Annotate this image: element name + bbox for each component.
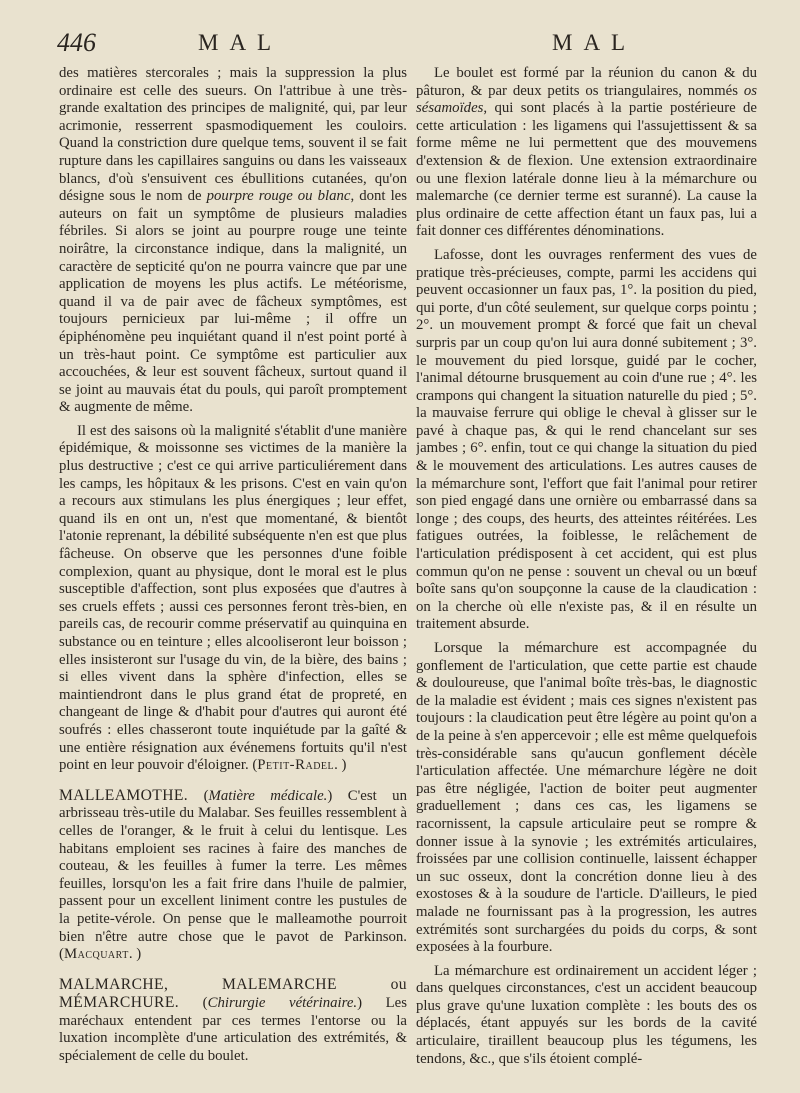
punct: ( <box>179 995 208 1012</box>
paragraph: Lorsque la mémarchure est accompagnée du gonflement de l'articulation, que cette partie est chaude & douloureuse, que l'animal boîte très-bas, le diagnostic de la maladie est évident ; mais ces signes n'existent pas toujours : la claudication peut être légère au point qu'on a de la peine à s'en appercevoir ; elle est même quelquefois très-considérable sans qu'aucun gonflement décèle l'articulation affectée. Une mémarchure légère ne doit pas être négligée, l'action de boiter peut augmenter graduellement ; dans ces cas, les ligamens se racornissent, la capsule articulaire peut se rompre & donner issue à la synovie ; les extrémités articulaires, froissées par une collision continuelle, laissent échapper un suc osseux, dont la concrétion donne lieu à des exostoses & à la soudure de l'article. D'ailleurs, le pied malade ne fournissant pas à la progression, les autres extrémités sont surchargées du poids du corps, & sont exposées à la fourbure. <box>416 640 757 956</box>
dictionary-entry-malmarche <box>59 976 407 1066</box>
text: , qui sont placés à la partie postérieure de cette articulation : les ligamens qui l'assujettissent & sa forme même ne lui permettent que des mouvemens d'extension & de flexion. Une extension extraordinaire ou une flexion latérale donne lieu à la mémarchure ou malemarche (ce dernier terme est suranné). La cause la plus ordinaire de cette affection étant un faux pas, lui a fait donner ces différentes dénominations. <box>416 100 757 240</box>
running-head-left: MAL <box>198 30 283 55</box>
italic-term: pourpre rouge ou blanc <box>206 188 351 205</box>
text: Il est des saisons où la malignité s'établit d'une manière épidémique, & moissonne ses victimes de la manière la plus destructive ; c'est ce qui arrive particuliérement dans les camps, les hôpitaux & les prisons. C'est en vain qu'on a recours aux stimulans les plus énergiques ; leur effet, quand ils en ont un, n'est que momentané, & bientôt l'atonie reprenant, la débilité subséquente n'en est que plus fâcheuse. On observe que les personnes d'une foible complexion, quant au physique, dont le moral est le plus susceptible d'affection, sont plus exposées que d'autres à ses cruels effets ; aussi ces personnes feront très-bien, en pareils cas, de recourir comme préservatif au quinquina en substance ou en teinture ; elles alcooliseront leur boisson ; elles insisteront sur l'usage du vin, de la bière, des bains ; si elles vivent dans la sphère d'infection, elles se maintiendront dans le plus grand état de propreté, en changeant de linge & d'habit pour d'autres qui auront été soufrés : elles chasseront toute inquiétude par la gaîté & une entière résignation aux événemens fortuits qu'il n'est point en leur pouvoir d'éloigner. <box>59 422 407 774</box>
italic-term: os sésamoïdes <box>416 82 757 117</box>
punct: . ) <box>128 946 142 963</box>
entry-subject: Chirurgie vétérinaire. <box>207 995 358 1012</box>
paragraph <box>59 65 407 417</box>
left-column <box>59 65 407 1087</box>
entry-headword: MALLEAMOTHE. <box>59 786 189 804</box>
punct: . ) <box>334 757 347 774</box>
punct: ( <box>188 787 209 804</box>
punct: ( <box>59 946 64 963</box>
dictionary-entry-malleamothe <box>59 787 407 964</box>
punct: ( <box>248 757 258 774</box>
entry-subject: Matière médicale. <box>208 787 328 804</box>
author-signature: Petit-Radel <box>257 757 335 774</box>
text: Les maréchaux entendent par ces termes l'entorse ou la luxation incomplète d'une articulation des extrémités, & spécialement de celle du boulet. <box>59 995 407 1065</box>
paragraph <box>59 423 407 775</box>
text: des matières stercorales ; mais la suppression la plus ordinaire est celle des sueurs. On l'attribue à une très-grande exaltation des principes de malignité, qui, par leur acrimonie, resserrent spasmodiquement les couloirs. Quand la constriction dure quelque tems, souvent il se fait rupture dans les capillaires sanguins ou dans les vaisseaux blancs, d'où s'ensuivent ces ébullitions cutanées, qu'on désigne sous le nom de <box>59 65 407 205</box>
punct: ) <box>327 787 348 804</box>
text: Le boulet est formé par la réunion du canon & du pâturon, & par deux petits os triangulaires, nommés <box>416 65 757 99</box>
author-signature: Macquart <box>63 946 129 963</box>
punct: ) <box>357 995 386 1012</box>
text: C'est un arbrisseau très-utile du Malabar. Ses feuilles ressemblent à celles de l'oranger, & le fruit à celui du lentisque. Les habitans emploient ses racines à faire des manches de couteau, & les feuilles à fumer la terre. Les mêmes feuilles, lorsqu'on les a fait frire dans l'huile de palmier, passent pour un excellent liniment contre les pustules de la petite-vérole. On pense que le malleamothe pourroit bien n'être autre chose que le pavot de Parkinson. <box>59 787 407 945</box>
running-header <box>0 24 800 64</box>
entry-headword: MALMARCHE, MALEMARCHE ou MÉMARCHURE. <box>59 975 407 1012</box>
right-column <box>416 65 757 1087</box>
paragraph: La mémarchure est ordinairement un accident léger ; dans quelques circonstances, c'est un accident beaucoup plus grave qu'une luxation complète : les bouts des os déplacés, étant appuyés sur les bords de la cavité articulaire, tiraillent beaucoup plus les tégumens, les tendons, &c., que s'ils étoient complé- <box>416 962 757 1067</box>
paragraph <box>416 65 757 241</box>
text: , dont les auteurs on fait un symptôme de plusieurs maladies fébriles. Si alors se joint au pourpre rouge une teinte noirâtre, la circonstance indique, dans la malignité, un caractère de septicité qu'on ne pourra vaincre que par une application de moyens les plus actifs. Le météorisme, quand il va de pair avec de fâcheux symptômes, est toujours pernicieux par lui-même ; il offre un épiphénomène peu inquiétant quand il n'est point porté à un très-haut point. Ce symptôme est particulier aux accouchées, & leur est souvent fâcheux, surtout quand il se joint au mauvais état du pouls, qui paroît promptement & augmente de même. <box>59 188 407 416</box>
page-number: 446 <box>57 28 96 57</box>
running-head-right: MAL <box>552 30 637 55</box>
paragraph: Lafosse, dont les ouvrages renferment des vues de pratique très-précieuses, compte, parmi les accidens qui peuvent occasionner un faux pas, 1°. la position du pied, qui porte, d'un côté seulement, sur quelque corps pointu ; 2°. un mouvement prompt & forcé que fait un cheval surpris par un coup qu'on lui aura donné subitement ; 3°. le mouvement du pied lorsque, guidé par le cocher, l'animal détourne brusquement au coin d'une rue ; 4°. les crampons qui changent la situation naturelle du pied ; 5°. la mauvaise ferrure qui oblige le cheval à glisser sur le pavé à chaque pas, & qui le rend chancelant sur ses jambes ; 6°. enfin, tout ce qui change la situation du pied & le mouvement des articulations. Les autres causes de la mémarchure sont, l'effort que fait l'animal pour retirer son pied engagé dans une ornière ou embarrassé dans sa longe ; des coups, des heurts, des atteintes réitérées. Les fatigues outrées, la foiblesse, le relâchement de l'articulation prédisposent à cet accident, qui est plus commun qu'on ne pense : souvent un cheval ou un bœuf boîte sans qu'on soupçonne la cause de la claudication : on la cherche où elle n'existe pas, & il en résulte un traitement absurde. <box>416 246 757 633</box>
